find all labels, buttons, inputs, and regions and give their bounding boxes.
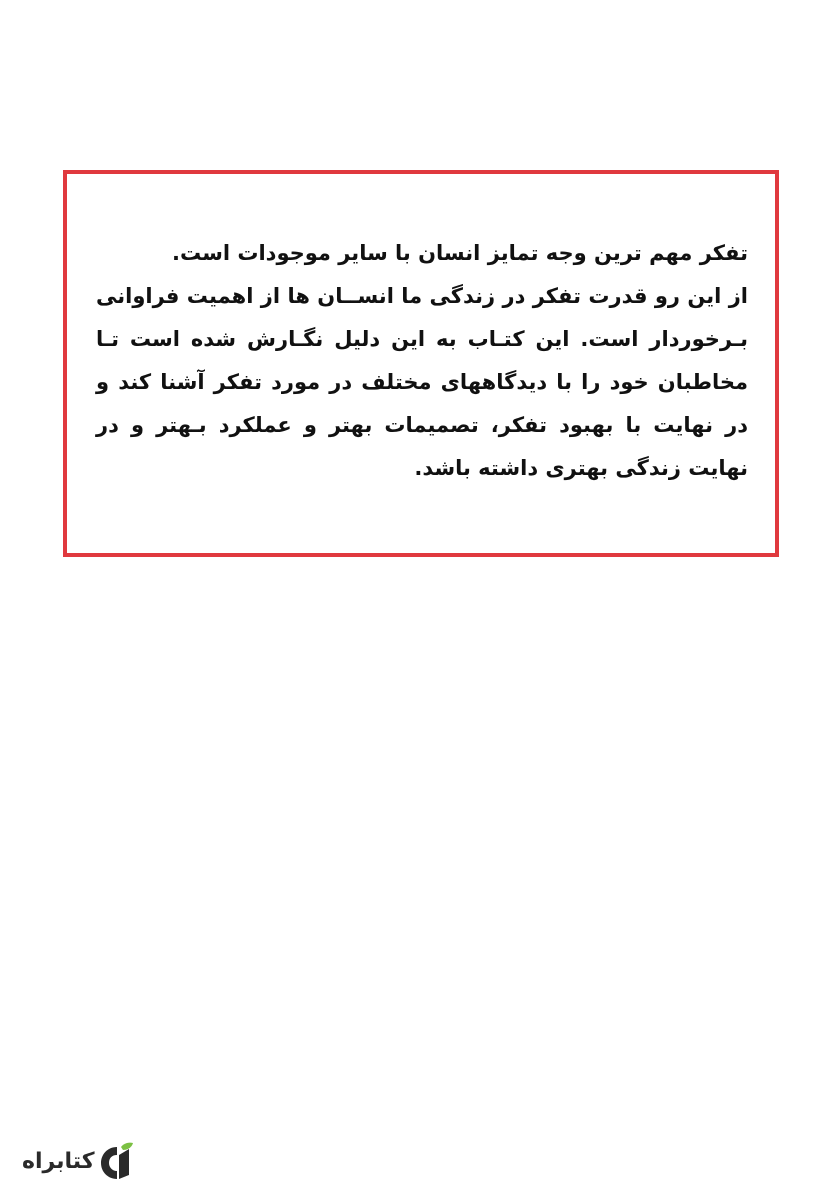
intro-text [96, 232, 748, 490]
intro-paragraph-2: از این رو قدرت تفکر در زندگی ما انســان ها از اهمیت فراوانی بـرخوردار است. این کتـاب به این دلیل نگـارش شده است تـا مخاطبان خود را با دیدگاههای مختلف در مورد تفکر آشنا کند و در نهایت با بهبود تفکر، تصمیمات بهتر و عملکرد بـهتر و در نهایت زندگی بهتری داشته باشد. [96, 284, 748, 480]
book-leaf-icon [99, 1141, 135, 1181]
intro-paragraph-1: تفکر مهم ترین وجه تمایز انسان با سایر موجودات است. [172, 241, 748, 265]
publisher-logo [22, 1138, 135, 1184]
logo-text: کتابراه [22, 1148, 95, 1174]
